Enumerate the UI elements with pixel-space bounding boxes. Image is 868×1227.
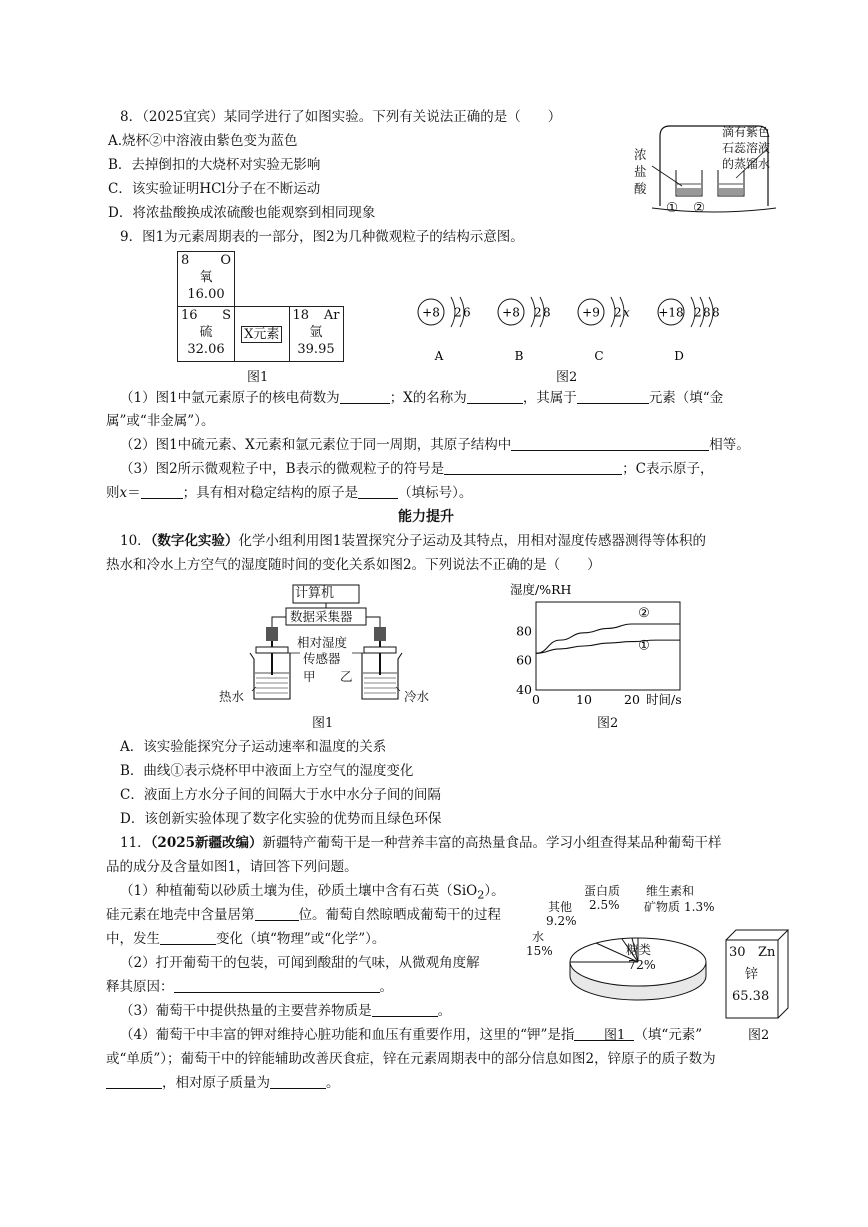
pie-vitamin-value: 1.3% bbox=[684, 900, 715, 914]
q9-part3-line2 bbox=[106, 484, 472, 502]
q10-collector-label: 数据采集器 bbox=[290, 609, 353, 624]
q11-part1-line3 bbox=[106, 930, 385, 948]
q9-p1-text-a: （1）图1中氩元素原子的核电荷数为 bbox=[120, 390, 340, 406]
x-element-label: X元素 bbox=[241, 326, 282, 343]
pie-other-label: 其他 bbox=[548, 900, 573, 914]
q10-hot-water-label: 热水 bbox=[219, 689, 245, 704]
shell-electron-count: 2 bbox=[454, 305, 462, 320]
zinc-symbol: Zn bbox=[758, 945, 776, 960]
q11-p2-text-b: 释其原因： bbox=[106, 979, 174, 995]
q8-fig-right-label-2: 石蕊溶液 bbox=[722, 141, 771, 155]
q11-change-type-blank[interactable] bbox=[160, 930, 216, 945]
pie-sugar-label: 糖类 bbox=[626, 942, 652, 957]
q11-p1-close: ）。 bbox=[484, 883, 505, 899]
q9-p3-text-c: 则 bbox=[106, 485, 120, 501]
q10-fig1-caption: 图1 bbox=[312, 716, 334, 731]
nucleus-charge: +8 bbox=[422, 305, 440, 320]
q9-stem: 9．图1为元素周期表的一部分，图2为几种微观粒子的结构示意图。 bbox=[120, 229, 524, 245]
q8-stem: 8．（2025宜宾）某同学进行了如图实验。下列有关说法正确的是（ ） bbox=[120, 109, 562, 125]
q9-p3-text-a: （3）图2所示微观粒子中，B表示的微观粒子的符号是 bbox=[120, 461, 445, 477]
cell-x-element bbox=[235, 307, 290, 362]
particle-label: A bbox=[434, 349, 444, 362]
q9-x-type-blank[interactable] bbox=[577, 389, 649, 404]
oxygen-number: 8 bbox=[181, 253, 190, 268]
q11-part2-line1: （2）打开葡萄干的包装，可闻到酸甜的气味，从微观角度解 bbox=[120, 955, 480, 971]
q11-stem-line1 bbox=[120, 834, 722, 852]
q10-computer-label: 计算机 bbox=[295, 586, 335, 601]
argon-number: 18 bbox=[292, 308, 310, 323]
shell-electron-count: 2 bbox=[534, 305, 542, 320]
particle-D bbox=[658, 297, 720, 362]
pie-vitamin-label-2: 矿物质 bbox=[644, 900, 681, 914]
x-tick-label: 20 bbox=[624, 692, 640, 707]
sulfur-name: 硫 bbox=[199, 325, 213, 340]
zinc-number: 30 bbox=[729, 945, 746, 960]
q11-p3-text-a: （3）葡萄干中提供热量的主要营养物质是 bbox=[120, 1003, 372, 1019]
q9-fig1-caption: 图1 bbox=[247, 370, 269, 385]
shell-electron-count: 8 bbox=[543, 305, 551, 320]
x-axis-label: 时间/s bbox=[646, 692, 682, 707]
particle-A bbox=[418, 297, 471, 362]
q11-part4-line2: 或“单质”）；葡萄干中的锌能辅助改善厌食症，锌在元素周期表中的部分信息如图2，锌原子的质子数为 bbox=[106, 1051, 716, 1067]
q11-p3-text-b: 。 bbox=[437, 1003, 452, 1019]
q9-p1-text-c: ，其属于 bbox=[522, 390, 577, 406]
y-tick-label: 60 bbox=[516, 652, 532, 668]
q9-periodic-table bbox=[177, 251, 344, 362]
series-label-1: ② bbox=[638, 606, 650, 621]
q11-p1-text-b: 硅元素在地壳中含量居第 bbox=[106, 907, 255, 923]
q10-stem-line2: 热水和冷水上方空气的湿度随时间的变化关系如图2。下列说法不正确的是（ ） bbox=[106, 557, 601, 573]
q10-sensor-label-2: 传感器 bbox=[303, 651, 341, 666]
pie-water-value: 15% bbox=[526, 944, 553, 958]
q10-number: 10． bbox=[120, 533, 151, 549]
q9-p3-text-b: ；C表示原子， bbox=[622, 461, 714, 477]
q10-cold-water-label: 冷水 bbox=[404, 689, 430, 704]
series-label-2: ① bbox=[638, 638, 650, 654]
particle-B bbox=[498, 297, 551, 362]
x-tick-label: 0 bbox=[532, 692, 540, 707]
q11-p1-text-c: 位。葡萄自然晾晒成葡萄干的过程 bbox=[298, 907, 501, 923]
q9-p2-text-a: （2）图1中硫元素、X元素和氩元素位于同一周期，其原子结构中 bbox=[120, 437, 512, 453]
q10-yi-label: 乙 bbox=[340, 669, 353, 684]
sulfur-symbol: S bbox=[222, 308, 231, 323]
q10-option-c: C．液面上方水分子间的间隔大于水中水分子间的间隔 bbox=[120, 787, 441, 803]
nucleus-charge: +9 bbox=[582, 305, 600, 320]
shell-electron-count: 2 bbox=[694, 305, 702, 320]
series-line-2 bbox=[536, 640, 680, 653]
cell-oxygen bbox=[178, 252, 235, 307]
q10-sensor-label-1: 相对湿度 bbox=[297, 635, 348, 650]
shell-electron-count: 8 bbox=[703, 305, 711, 320]
pie-vitamin-label-1: 维生素和 bbox=[646, 884, 695, 898]
q11-fig2-caption: 图2 bbox=[748, 1028, 770, 1043]
q10-option-a: A．该实验能探究分子运动速率和温度的关系 bbox=[120, 739, 387, 755]
q8-fig-right-label-3: 的蒸馏水 bbox=[722, 157, 771, 171]
particle-label: D bbox=[674, 349, 684, 362]
shell-electron-count: x bbox=[623, 305, 630, 320]
q10-jia-label: 甲 bbox=[303, 669, 316, 684]
q11-p4-text-d: ，相对原子质量为 bbox=[162, 1075, 270, 1091]
zinc-name: 锌 bbox=[745, 967, 759, 982]
q11-p1-text-e: 变化（填“物理”或“化学”）。 bbox=[216, 931, 386, 947]
q9-p3-equals: ＝ bbox=[127, 485, 141, 501]
q10-stem-text-a: 化学小组利用图1装置探究分子运动及其特点，用相对湿度传感器测得等体积的 bbox=[238, 533, 707, 549]
cell-sulfur bbox=[178, 307, 235, 362]
q9-p3-text-f: ；具有相对稳定结构的原子是 bbox=[182, 485, 359, 501]
q11-stem-text-a: 新疆特产葡萄干是一种营养丰富的高热量食品。学习小组查得某品种葡萄干样 bbox=[262, 835, 722, 851]
q9-fig2-caption: 图2 bbox=[556, 370, 578, 385]
nucleus-charge: +18 bbox=[658, 305, 684, 320]
q11-p4-text-e: 。 bbox=[326, 1075, 340, 1091]
q10-humidity-chart bbox=[508, 580, 708, 710]
sulfur-mass: 32.06 bbox=[187, 342, 225, 357]
argon-mass: 39.95 bbox=[297, 342, 335, 357]
q9-stable-atom-blank[interactable] bbox=[358, 484, 398, 499]
q11-p4-text-a: （4）葡萄干中丰富的钾对维持心脏功能和血压有重要作用，这里的“钾”是指 bbox=[120, 1027, 575, 1043]
q10-stem-line1 bbox=[120, 532, 706, 550]
q9-p1-text-d: 元素（填“金 bbox=[648, 390, 724, 406]
q8-apparatus-figure bbox=[630, 118, 805, 218]
q11-part3 bbox=[120, 1002, 451, 1020]
q9-same-structure-blank[interactable] bbox=[511, 436, 709, 451]
q9-part3-line1 bbox=[120, 460, 713, 478]
cell-argon bbox=[289, 307, 343, 362]
q11-fig1-caption: 图1 bbox=[604, 1028, 626, 1043]
q9-part1-line2: 属”或“非金属”）。 bbox=[106, 413, 215, 429]
q10-tag: （数字化实验） bbox=[150, 533, 239, 549]
q11-p4-text-b: （填“元素” bbox=[634, 1027, 703, 1043]
q11-tag: （2025新疆改编） bbox=[150, 835, 263, 851]
zinc-mass: 65.38 bbox=[732, 989, 770, 1004]
q11-p2-text-c: 。 bbox=[379, 979, 393, 995]
q8-fig-beaker-1-label: ① bbox=[666, 200, 679, 216]
argon-symbol: Ar bbox=[323, 308, 340, 323]
shell-electron-count: 8 bbox=[712, 305, 720, 320]
q11-nutrient-blank[interactable] bbox=[372, 1002, 438, 1017]
q9-b-symbol-blank[interactable] bbox=[444, 460, 622, 475]
q8-option-b: B．去掉倒扣的大烧杯对实验无影响 bbox=[108, 157, 321, 173]
pie-other-value: 9.2% bbox=[546, 914, 577, 928]
q10-fig2-caption: 图2 bbox=[597, 716, 619, 731]
q11-p1-subscript: 2 bbox=[477, 888, 485, 902]
q8-option-c: C．该实验证明HCl分子在不断运动 bbox=[108, 181, 321, 197]
q11-p1-text-a: （1）种植葡萄以砂质土壤为佳，砂质土壤中含有石英（SiO bbox=[120, 883, 478, 899]
oxygen-mass: 16.00 bbox=[187, 287, 225, 302]
q11-micro-reason-blank[interactable] bbox=[174, 978, 380, 993]
q11-part1-line2 bbox=[106, 906, 501, 924]
q9-p3-x: x bbox=[119, 485, 128, 501]
q11-part2-line2 bbox=[106, 978, 393, 996]
q8-fig-right-label-1: 滴有紫色 bbox=[722, 125, 771, 139]
particle-label: C bbox=[594, 349, 604, 362]
q9-part2 bbox=[120, 436, 750, 454]
y-tick-label: 80 bbox=[516, 623, 532, 639]
nucleus-charge: +8 bbox=[502, 305, 520, 320]
q11-number: 11． bbox=[120, 835, 151, 851]
shell-electron-count: 6 bbox=[463, 305, 471, 320]
shell-electron-count: 2 bbox=[614, 305, 622, 320]
q9-particle-diagrams bbox=[405, 282, 735, 362]
q11-part1-line1 bbox=[120, 882, 505, 905]
q9-argon-charge-blank[interactable] bbox=[340, 389, 390, 404]
q8-fig-left-label: 浓盐酸 bbox=[634, 147, 647, 196]
q10-option-b: B．曲线①表示烧杯甲中液面上方空气的湿度变化 bbox=[120, 763, 414, 779]
q11-stem-line2: 品的成分及含量如图1，请回答下列问题。 bbox=[106, 859, 358, 875]
section-title: 能力提升 bbox=[398, 509, 454, 525]
q9-p3-text-g: （填标号）。 bbox=[398, 485, 473, 501]
y-tick-label: 40 bbox=[516, 682, 532, 697]
q8-option-d: D．将浓盐酸换成浓硫酸也能观察到相同现象 bbox=[108, 205, 376, 221]
sulfur-number: 16 bbox=[181, 308, 198, 323]
pie-protein-value: 2.5% bbox=[589, 898, 620, 912]
q11-part4-line3 bbox=[106, 1074, 340, 1092]
pie-protein-label: 蛋白质 bbox=[584, 884, 621, 898]
q8-fig-beaker-2-label: ② bbox=[693, 200, 706, 216]
pie-water-label: 水 bbox=[532, 930, 545, 944]
oxygen-symbol: O bbox=[220, 253, 231, 268]
oxygen-name: 氧 bbox=[199, 270, 213, 285]
argon-name: 氩 bbox=[309, 325, 323, 340]
q9-p1-text-b: ；X的名称为 bbox=[389, 390, 467, 406]
q8-option-a: A.烧杯②中溶液由紫色变为蓝色 bbox=[108, 133, 298, 149]
y-axis-label: 湿度/%RH bbox=[510, 582, 572, 597]
q9-x-value-blank[interactable] bbox=[141, 484, 183, 499]
q9-x-name-blank[interactable] bbox=[467, 389, 523, 404]
q11-p1-text-d: 中，发生 bbox=[106, 931, 160, 947]
q9-part1-line1 bbox=[120, 389, 723, 407]
plot-frame bbox=[536, 602, 680, 690]
q11-zinc-mass-blank[interactable] bbox=[270, 1074, 326, 1089]
pie-sugar-value: 72% bbox=[628, 957, 656, 972]
particle-C bbox=[578, 297, 630, 362]
particle-label: B bbox=[514, 349, 524, 362]
x-tick-label: 10 bbox=[576, 692, 592, 707]
q10-option-d: D．该创新实验体现了数字化实验的优势而且绿色环保 bbox=[120, 811, 442, 827]
q11-zinc-protons-blank[interactable] bbox=[106, 1074, 162, 1089]
q9-p2-text-b: 相等。 bbox=[709, 437, 750, 453]
q11-silicon-rank-blank[interactable] bbox=[255, 906, 299, 921]
